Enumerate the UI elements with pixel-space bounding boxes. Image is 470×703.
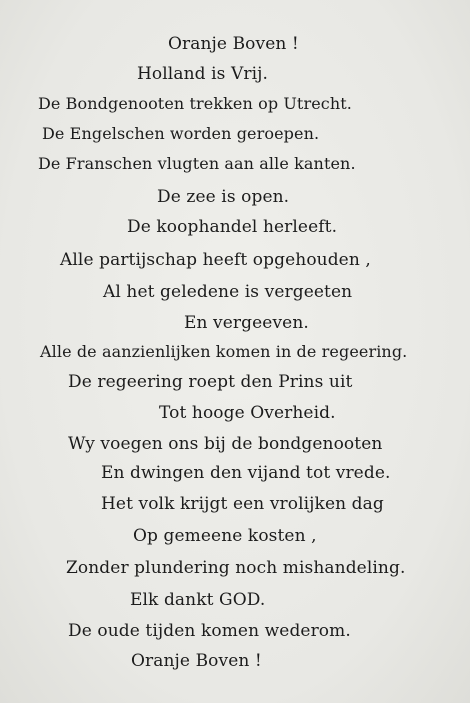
text-line: Oranje Boven ! <box>168 34 299 54</box>
text-line: De Engelschen worden geroepen. <box>42 124 320 143</box>
text-line: Holland is Vrij. <box>137 64 268 84</box>
text-line: De regeering roept den Prins uit <box>68 372 353 392</box>
text-line: Tot hooge Overheid. <box>159 403 336 423</box>
text-line: Oranje Boven ! <box>131 651 262 671</box>
text-line: Op gemeene kosten , <box>133 526 317 546</box>
text-line: Elk dankt GOD. <box>130 590 266 610</box>
text-line: Het volk krijgt een vrolijken dag <box>101 494 384 514</box>
text-line: En vergeeven. <box>184 313 309 333</box>
text-line: De zee is open. <box>157 187 290 207</box>
text-line: En dwingen den vijand tot vrede. <box>101 463 391 483</box>
text-line: De oude tijden komen wederom. <box>68 621 351 641</box>
text-line: Wy voegen ons bij de bondgenooten <box>68 434 383 454</box>
text-line: Alle de aanzienlijken komen in de regeering. <box>40 342 408 361</box>
text-line: De Bondgenooten trekken op Utrecht. <box>38 94 352 113</box>
text-line: Al het geledene is vergeeten <box>103 282 353 302</box>
text-line: Alle partijschap heeft opgehouden , <box>60 250 371 270</box>
text-line: Zonder plundering noch mishandeling. <box>66 558 406 578</box>
text-line: De Franschen vlugten aan alle kanten. <box>38 154 356 173</box>
text-line: De koophandel herleeft. <box>127 217 338 237</box>
